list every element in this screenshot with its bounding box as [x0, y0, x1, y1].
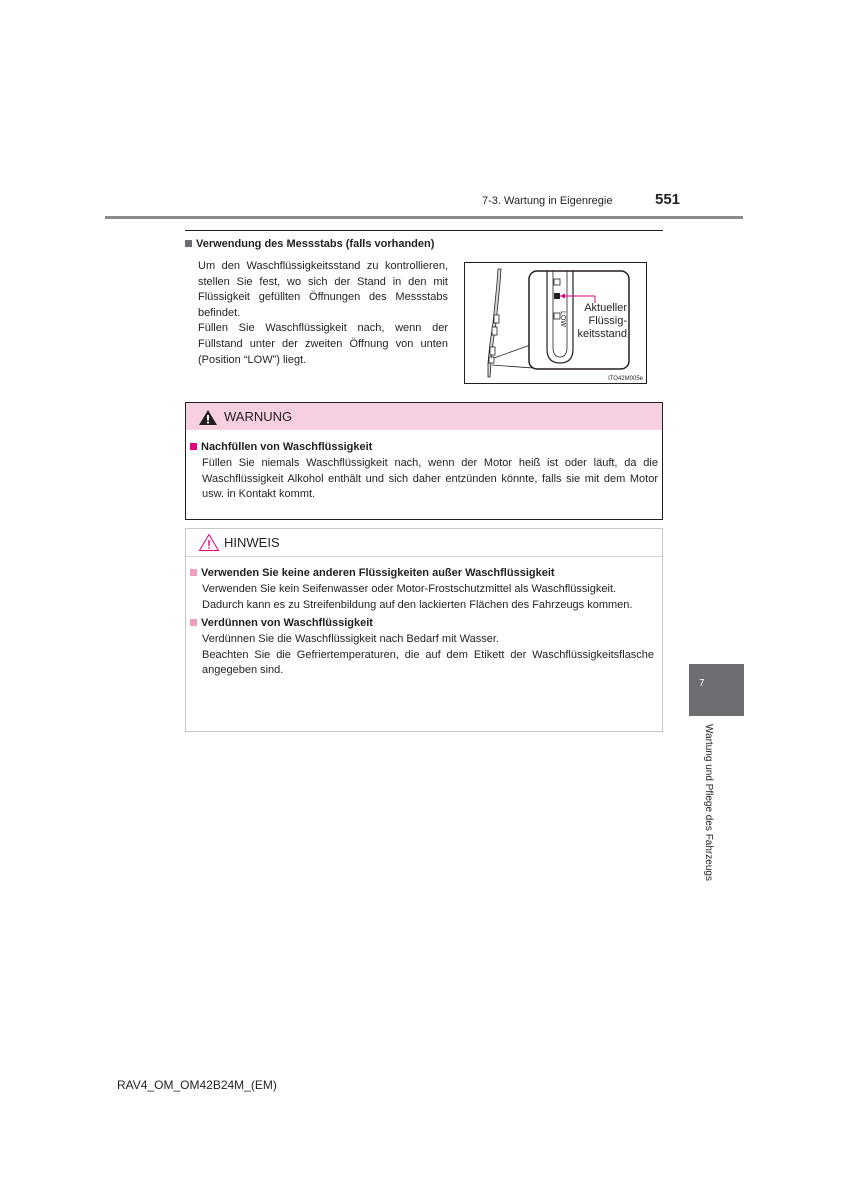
chapter-title: Wartung und Pflege des Fahrzeugs — [703, 724, 714, 881]
section-paragraph-2: Füllen Sie Waschflüssigkeit nach, wenn der Füllstand unter der zweiten Öffnung von unten (Position “LOW”) liegt. — [198, 322, 448, 366]
bullet-square-icon — [190, 619, 197, 626]
warning-header — [186, 403, 662, 430]
notice-item-2-text-2: Beachten Sie die Gefriertemperaturen, die auf dem Etikett der Waschflüssigkeitsflasche angegeben sind. — [202, 648, 654, 677]
figure-code: ITO42M005e — [608, 376, 643, 382]
notice-label: HINWEIS — [224, 535, 280, 550]
notice-item-2-text: Verdünnen Sie die Waschflüssigkeit nach Bedarf mit Wasser. — [202, 633, 499, 646]
notice-item-1-text: Verwenden Sie kein Seifenwasser oder Motor-Frostschutzmittel als Waschflüssigkeit. — [202, 583, 617, 595]
warning-label: WARNUNG — [224, 409, 293, 424]
header-section-title: 7-3. Wartung in Eigenregie — [482, 195, 613, 207]
notice-item-1-title: Verwenden Sie keine anderen Flüssigkeiten außer Waschflüssigkeit — [201, 567, 555, 579]
chapter-tab — [689, 664, 744, 716]
callout-line-1: Aktueller — [584, 302, 627, 314]
caution-triangle-icon — [198, 533, 220, 552]
warning-triangle-icon — [198, 409, 218, 426]
warning-item-title: Nachfüllen von Waschflüssigkeit — [201, 441, 373, 453]
chapter-number: 7 — [699, 678, 705, 689]
dipstick-illustration — [465, 263, 646, 383]
warning-box — [185, 402, 663, 520]
section-rule — [185, 230, 663, 231]
notice-item-2-title: Verdünnen von Waschflüssigkeit — [201, 617, 373, 630]
notice-item-1-heading — [190, 567, 660, 579]
notice-item-2-heading — [190, 617, 660, 629]
page-number: 551 — [655, 191, 681, 208]
warning-item-text: Füllen Sie niemals Waschflüssigkeit nach, wenn der Motor heiß ist oder läuft, da die Waschflüssigkeit Alkohol enthält und sich daher entzünden könnte, falls sie mit dem Motor usw. in Kontakt kommt. — [202, 457, 658, 501]
section-paragraph: Um den Waschflüssigkeitsstand zu kontrollieren, stellen Sie fest, wo sich der Stand in den mit Flüssigkeit gefüllten Öffnungen des Messstabs befindet. — [198, 260, 448, 319]
notice-box — [185, 528, 663, 732]
notice-item-1-text-2: Dadurch kann es zu Streifenbildung auf den lackierten Flächen des Fahrzeugs kommen. — [202, 598, 633, 611]
notice-content — [190, 567, 660, 679]
callout-line-2: Flüssig- — [588, 315, 627, 327]
warning-item-heading — [190, 441, 660, 453]
bullet-square-icon — [185, 240, 192, 247]
bullet-square-icon — [190, 569, 197, 576]
notice-divider — [186, 556, 662, 557]
section-title: Verwendung des Messstabs (falls vorhanden) — [196, 238, 435, 250]
warning-item — [190, 441, 660, 503]
document-code: RAV4_OM_OM42B24M_(EM) — [117, 1078, 277, 1092]
section-body — [198, 259, 448, 368]
bullet-square-icon — [190, 443, 197, 450]
header-rule — [105, 216, 743, 219]
section-heading — [185, 238, 434, 250]
dipstick-figure — [464, 262, 647, 384]
callout-line-3: keitsstand — [577, 328, 627, 340]
dipstick-low-label: LOW — [559, 311, 566, 327]
